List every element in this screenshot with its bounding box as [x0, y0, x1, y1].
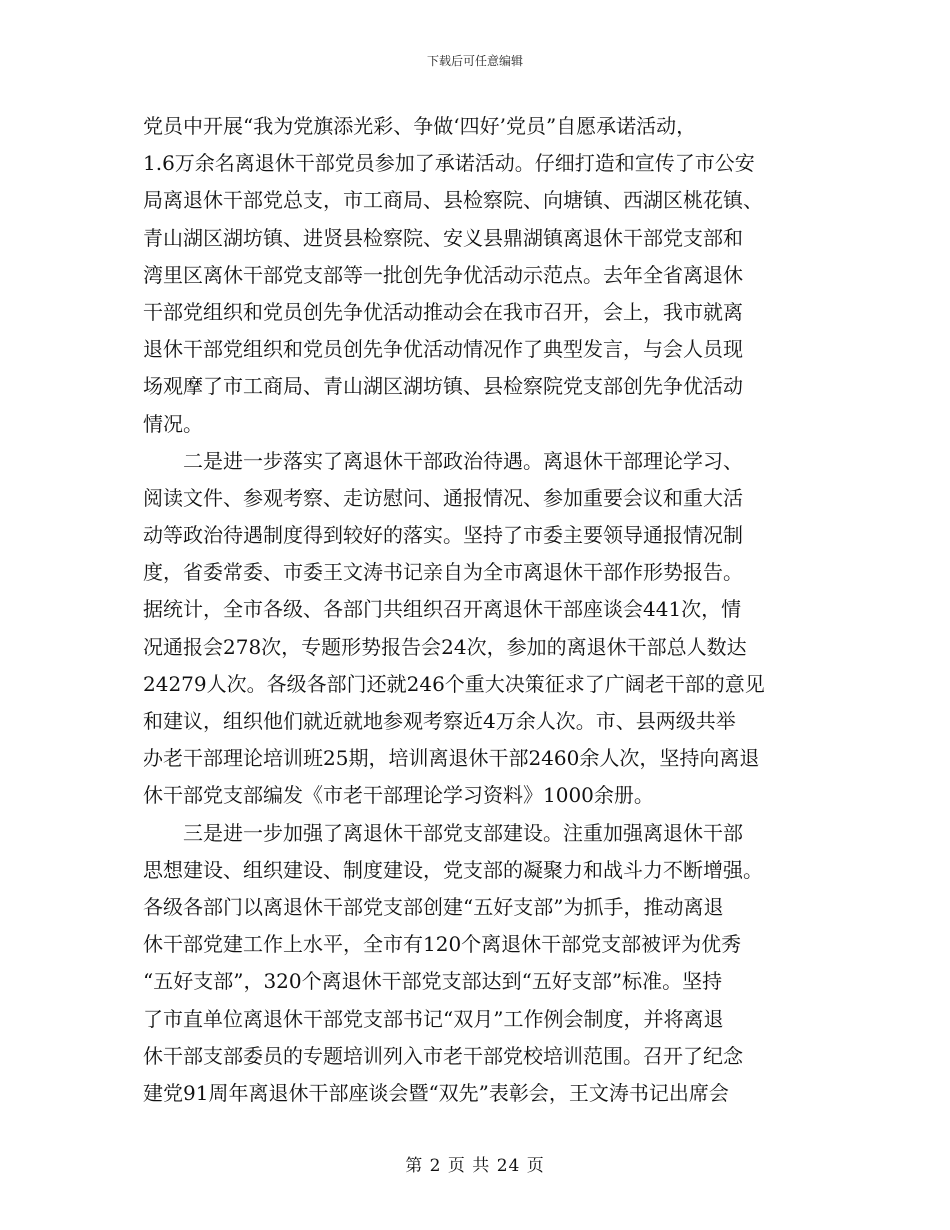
text-line: “五好支部”，320个离退休干部党支部达到“五好支部”标准。坚持 [143, 969, 723, 994]
text-line: 况通报会278次，专题形势报告会24次，参加的离退休干部总人数达 [143, 634, 747, 659]
text-line: 湾里区离休干部党支部等一批创先争优活动示范点。去年全省离退休 [143, 262, 743, 287]
text-line: 休干部支部委员的专题培训列入市老干部党校培训范围。召开了纪念 [143, 1043, 743, 1068]
text-line: 阅读文件、参观考察、走访慰问、通报情况、参加重要会议和重大活 [143, 485, 743, 510]
page-number-footer: 第 2 页 共 24 页 [405, 1156, 545, 1176]
text-line: 1.6万余名离退休干部党员参加了承诺活动。仔细打造和宣传了市公安 [143, 151, 755, 176]
text-line: 24279人次。各级各部门还就246个重大决策征求了广阔老干部的意见 [143, 671, 765, 696]
text-line: 三是进一步加强了离退休干部党支部建设。注重加强离退休干部 [143, 820, 743, 845]
text-line: 了市直单位离退休干部党支部书记“双月”工作例会制度，并将离退 [143, 1006, 724, 1031]
text-line: 场观摩了市工商局、青山湖区湖坊镇、县检察院党支部创先争优活动 [143, 374, 743, 399]
text-line: 各级各部门以离退休干部党支部创建“五好支部”为抓手，推动离退 [143, 894, 724, 919]
text-line: 休干部党支部编发《市老干部理论学习资料》1000余册。 [143, 783, 654, 808]
text-line: 思想建设、组织建设、制度建设，党支部的凝聚力和战斗力不断增强。 [143, 857, 763, 882]
text-line: 休干部党建工作上水平，全市有120个离退休干部党支部被评为优秀 [143, 932, 742, 957]
text-line: 局离退休干部党总支，市工商局、县检察院、向塘镇、西湖区桃花镇、 [143, 188, 763, 213]
page-header-note: 下载后可任意编辑 [426, 54, 523, 68]
text-line: 办老干部理论培训班25期，培训离退休干部2460余人次，坚持向离退 [143, 746, 760, 771]
text-line: 党员中开展“我为党旗添光彩、争做‘四好’党员”自愿承诺活动， [143, 114, 697, 138]
text-line: 建党91周年离退休干部座谈会暨“双先”表彰会，王文涛书记出席会 [143, 1080, 729, 1105]
text-line: 情况。 [143, 411, 203, 436]
text-line: 和建议，组织他们就近就地参观考察近4万余人次。市、县两级共举 [143, 709, 736, 733]
text-line: 青山湖区湖坊镇、进贤县检察院、安义县鼎湖镇离退休干部党支部和 [143, 225, 743, 250]
text-line: 据统计，全市各级、各部门共组织召开离退休干部座谈会441次，情 [143, 597, 742, 622]
text-line: 干部党组织和党员创先争优活动推动会在我市召开，会上，我市就离 [143, 299, 743, 324]
text-line: 动等政治待遇制度得到较好的落实。坚持了市委主要领导通报情况制 [143, 523, 743, 548]
text-line: 度，省委常委、市委王文涛书记亲自为全市离退休干部作形势报告。 [143, 560, 743, 585]
text-line: 退休干部党组织和党员创先争优活动情况作了典型发言，与会人员现 [143, 337, 743, 362]
text-line: 二是进一步落实了离退休干部政治待遇。离退休干部理论学习、 [143, 448, 743, 473]
document-body [143, 108, 807, 1112]
